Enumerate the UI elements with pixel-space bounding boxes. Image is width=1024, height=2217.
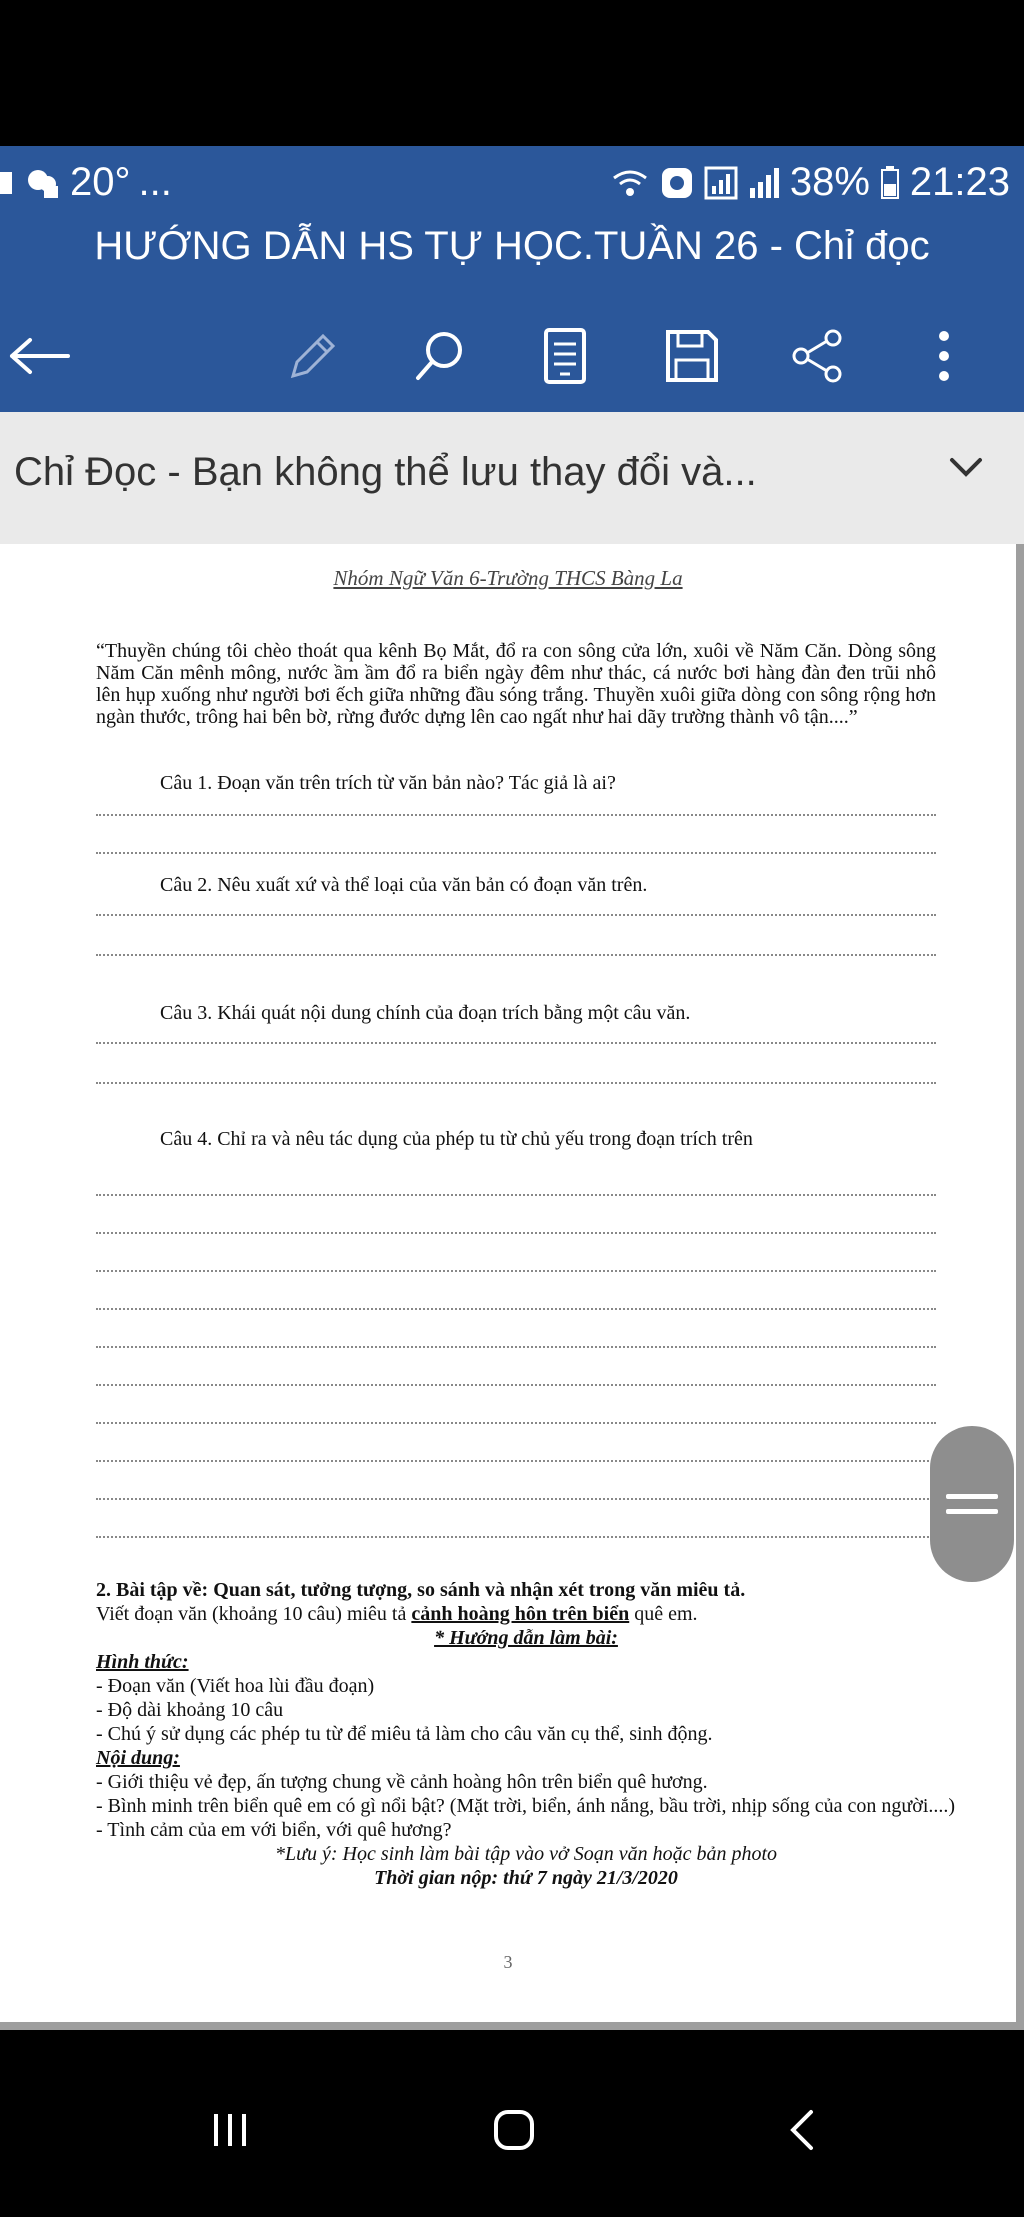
answer-line: [96, 1460, 936, 1462]
content-item: - Tình cảm của em với biển, với quê hương?: [96, 1819, 452, 1841]
chat-icon: [660, 166, 694, 200]
question-1: Câu 1. Đoạn văn trên trích từ văn bản nào? Tác giả là ai?: [160, 772, 616, 794]
passage: “Thuyền chúng tôi chèo thoát qua kênh Bọ Mắt, đổ ra con sông cửa lớn, xuôi về Năm Căn. Dòng sông Năm Căn mênh mông, nước ầm ầm đổ ra biển ngày đêm như thác, cá nước bơi hàng đàn đen trũi nhô lên hụp xuống như người bơi ếch giữa những đầu sóng trắng. Thuyền xuôi giữa dòng con sông rộng hơn ngàn thước, trông hai bên bờ, rừng đước dựng lên cao ngất như hai dãy trường thành vô tận....”: [96, 640, 936, 728]
answer-line: [96, 1384, 936, 1386]
grip-line: [946, 1494, 998, 1499]
question-4: Câu 4. Chỉ ra và nêu tác dụng của phép tu từ chủ yếu trong đoạn trích trên: [160, 1128, 753, 1150]
page-header: Nhóm Ngữ Văn 6-Trường THCS Bàng La: [333, 566, 683, 590]
chevron-down-icon[interactable]: [948, 456, 984, 480]
top-black-area: [0, 0, 1024, 146]
document-title: HƯỚNG DẪN HS TỰ HỌC.TUẦN 26 - Chỉ đọc: [94, 224, 930, 268]
form-title: Hình thức:: [96, 1651, 189, 1673]
document-page: [0, 544, 1016, 2022]
search-button[interactable]: [400, 316, 480, 396]
exercise-prompt: [96, 1602, 956, 1626]
form-item: - Độ dài khoảng 10 câu: [96, 1699, 284, 1721]
weather-cloud-icon: [22, 166, 62, 200]
grip-line: [946, 1509, 998, 1514]
status-bar: [0, 146, 1024, 226]
search-icon: [410, 326, 470, 386]
status-more: ...: [138, 160, 172, 204]
save-button[interactable]: [652, 316, 732, 396]
answer-line: [96, 1270, 936, 1272]
pencil-icon: [283, 326, 343, 386]
home-icon: [492, 2108, 536, 2152]
reading-view-button[interactable]: [525, 316, 605, 396]
recent-apps-button[interactable]: [190, 2090, 270, 2170]
answer-line: [96, 1346, 936, 1348]
deadline: Thời gian nộp: thứ 7 ngày 21/3/2020: [374, 1867, 678, 1889]
guide-title: * Hướng dẫn làm bài:: [434, 1627, 618, 1649]
navigation-bar: [0, 2030, 1024, 2217]
edit-button[interactable]: [273, 316, 353, 396]
reading-view-icon: [540, 326, 590, 386]
nav-back-button[interactable]: [762, 2090, 842, 2170]
exercise-prompt-a: Viết đoạn văn (khoảng 10 câu) miêu tả: [96, 1603, 412, 1625]
back-button[interactable]: [0, 316, 80, 396]
notification-square-icon: [0, 168, 14, 198]
answer-line: [96, 1082, 936, 1084]
content-item: - Giới thiệu vẻ đẹp, ấn tượng chung về cảnh hoàng hôn trên biển quê hương.: [96, 1771, 708, 1793]
question-3: Câu 3. Khái quát nội dung chính của đoạn trích bằng một câu văn.: [160, 1002, 691, 1024]
document-viewport[interactable]: [0, 544, 1024, 2030]
form-item: - Đoạn văn (Viết hoa lùi đầu đoạn): [96, 1675, 375, 1697]
answer-line: [96, 1422, 936, 1424]
sim-signal-icon: [704, 166, 738, 200]
answer-line: [96, 954, 936, 956]
back-arrow-icon: [8, 336, 72, 376]
more-options-button[interactable]: [904, 316, 984, 396]
answer-line: [96, 1308, 936, 1310]
more-vert-icon: [934, 326, 954, 386]
page-number: 3: [503, 1952, 513, 1972]
answer-line: [96, 814, 936, 816]
content-title: Nội dung:: [96, 1747, 180, 1769]
home-button[interactable]: [474, 2090, 554, 2170]
clock: 21:23: [909, 160, 1010, 204]
app-bar: [0, 146, 1024, 412]
exercise-prompt-c: quê em.: [629, 1603, 698, 1625]
exercise-section: [96, 1578, 956, 1890]
back-icon: [787, 2108, 817, 2152]
signal-icon: [748, 166, 780, 200]
temperature: 20°: [70, 160, 131, 204]
toolbar: [0, 306, 1024, 406]
wifi-icon: [610, 166, 650, 200]
readonly-banner[interactable]: [0, 412, 1024, 546]
exercise-title: 2. Bài tập về: Quan sát, tưởng tượng, so sánh và nhận xét trong văn miêu tả.: [96, 1579, 746, 1601]
scroll-thumb[interactable]: [930, 1426, 1014, 1582]
form-item: - Chú ý sử dụng các phép tu từ để miêu tả làm cho câu văn cụ thể, sinh động.: [96, 1723, 713, 1745]
answer-line: [96, 1194, 936, 1196]
answer-line: [96, 1042, 936, 1044]
answer-line: [96, 1536, 936, 1538]
share-button[interactable]: [777, 316, 857, 396]
recent-apps-icon: [210, 2110, 250, 2150]
save-icon: [662, 326, 722, 386]
question-2: Câu 2. Nêu xuất xứ và thể loại của văn bản có đoạn văn trên.: [160, 874, 648, 896]
exercise-topic: cảnh hoàng hôn trên biển: [411, 1603, 630, 1625]
content-item: - Bình minh trên biển quê em có gì nổi bật? (Mặt trời, biển, ánh nắng, bầu trời, nhịp sống của con người....): [96, 1795, 956, 1817]
note: *Lưu ý: Học sinh làm bài tập vào vở Soạn văn hoặc bản photo: [274, 1843, 778, 1865]
battery-percent: 38%: [789, 160, 870, 204]
answer-line: [96, 1232, 936, 1234]
share-icon: [787, 326, 847, 386]
answer-line: [96, 852, 936, 854]
battery-icon: [880, 166, 900, 200]
readonly-banner-text: Chỉ Đọc - Bạn không thể lưu thay đổi và...: [14, 450, 757, 494]
answer-line: [96, 914, 936, 916]
answer-line: [96, 1498, 936, 1500]
